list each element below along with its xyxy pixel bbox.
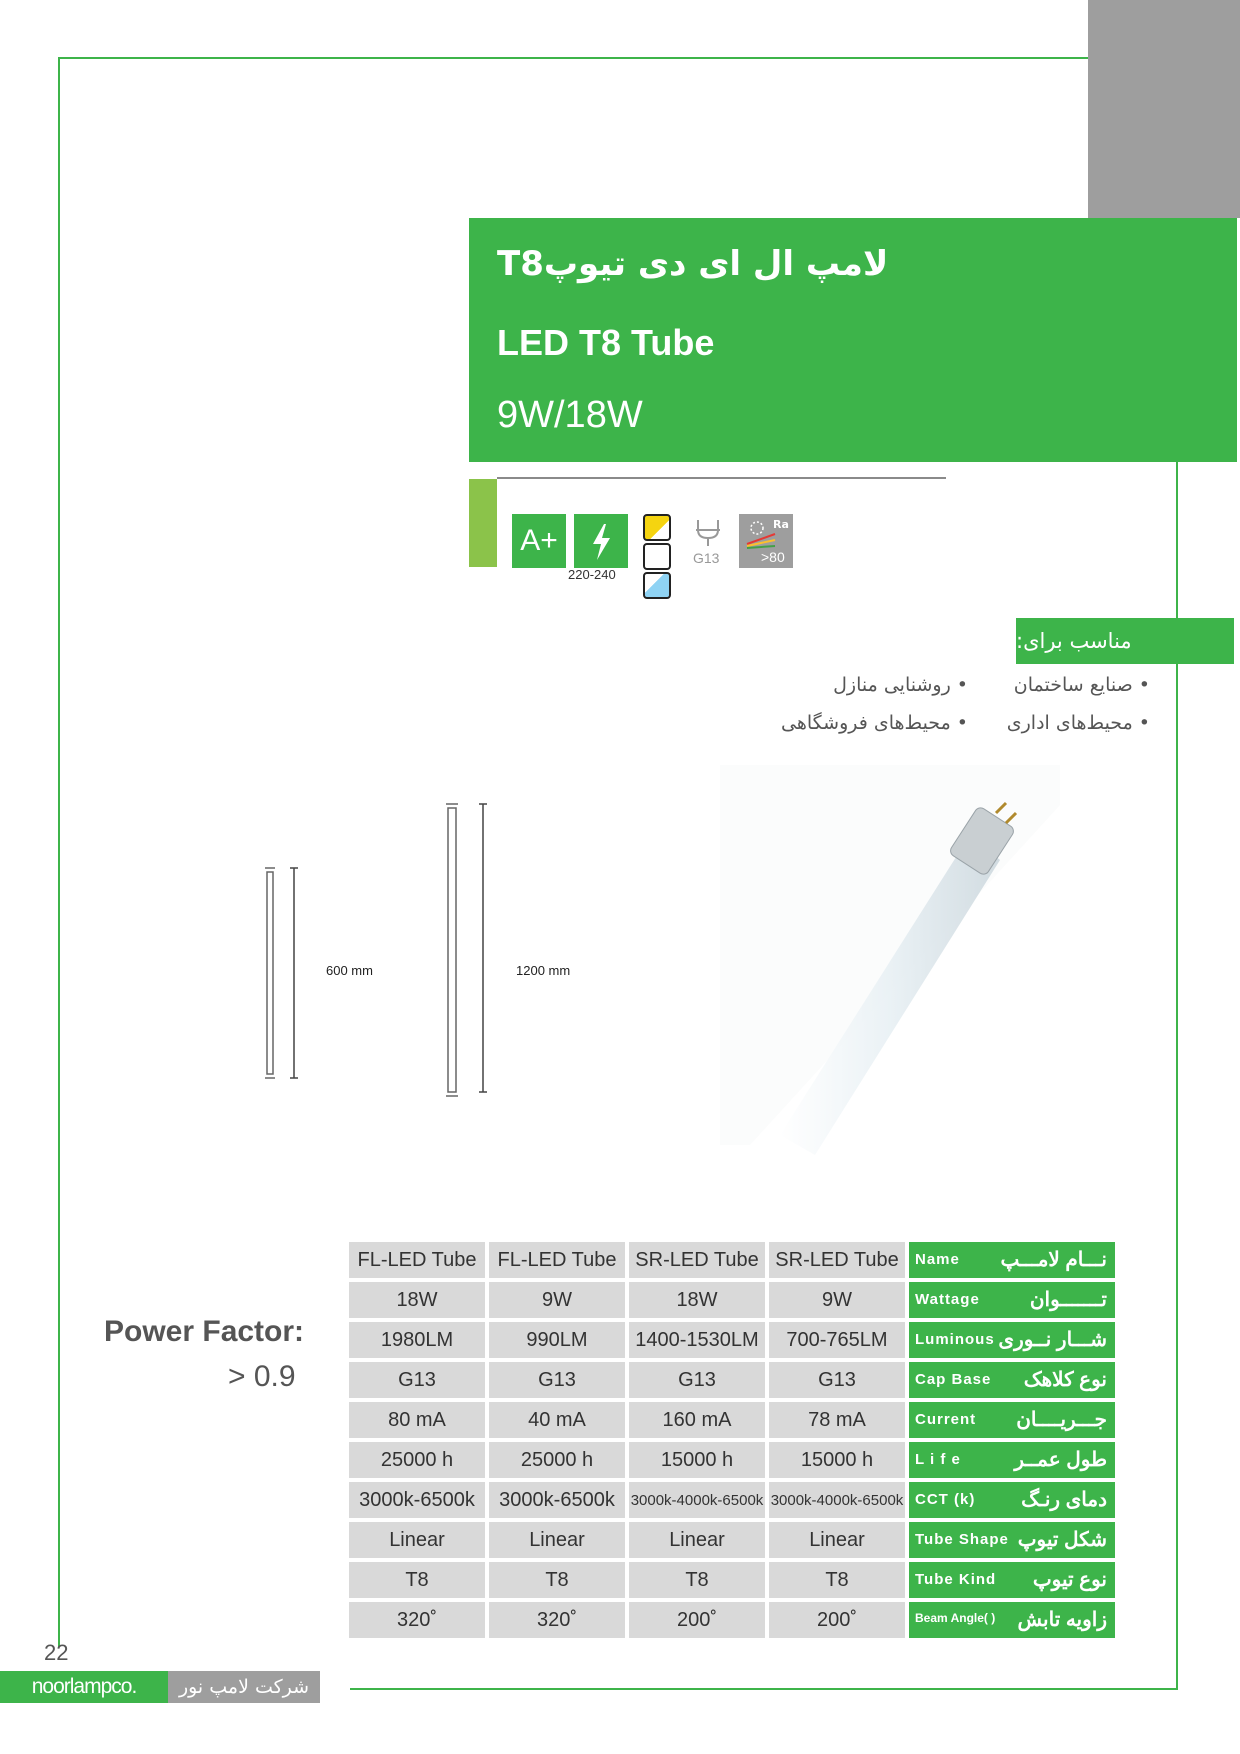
table-cell: 78 mA [769, 1402, 905, 1438]
table-row [349, 1602, 1115, 1638]
frame-left-line [58, 57, 60, 1647]
suitable-item: • محیط‌های فروشگاهی [781, 712, 968, 734]
corner-gray-block [1088, 0, 1240, 218]
icon-accent-bar [469, 479, 497, 567]
product-title-en: LED T8 Tube [497, 322, 715, 363]
table-cell: Linear [769, 1522, 905, 1558]
table-cell: 9W [489, 1282, 625, 1318]
table-row [349, 1282, 1115, 1318]
table-row [349, 1242, 1115, 1278]
dimension-label-1200: 1200 mm [516, 963, 571, 978]
dimension-label-600: 600 mm [326, 963, 373, 978]
table-cell: 3000k-4000k-6500k [769, 1482, 905, 1518]
cap-label: G13 [693, 550, 720, 566]
table-cell: 3000k-4000k-6500k [629, 1482, 765, 1518]
tube-dimension-drawing [255, 800, 575, 1100]
table-cell: 80 mA [349, 1402, 485, 1438]
table-row [349, 1322, 1115, 1358]
table-cell: T8 [489, 1562, 625, 1598]
table-cell: FL-LED Tube [489, 1242, 625, 1278]
table-cell: 15000 h [769, 1442, 905, 1478]
table-cell: G13 [489, 1362, 625, 1398]
suitable-item: • صنایع ساختمان [1013, 674, 1150, 696]
table-row [349, 1362, 1115, 1398]
power-factor-value: > 0.9 [228, 1360, 296, 1393]
g13-base-icon [692, 516, 724, 552]
table-cell: G13 [629, 1362, 765, 1398]
frame-bottom-line [350, 1688, 1178, 1690]
cri-badge: Ra [773, 518, 789, 531]
warm-white-swatch [643, 514, 671, 541]
suitable-for-heading: مناسب برای: [1016, 618, 1234, 664]
cri-value: >80 [761, 549, 785, 565]
table-cell: 160 mA [629, 1402, 765, 1438]
table-cell: 3000k-6500k [489, 1482, 625, 1518]
table-cell: G13 [349, 1362, 485, 1398]
table-cell: Linear [349, 1522, 485, 1558]
table-row [349, 1442, 1115, 1478]
table-cell: FL-LED Tube [349, 1242, 485, 1278]
row-label: Tube Kind نوع تیوپ [909, 1562, 1115, 1598]
table-cell: Linear [629, 1522, 765, 1558]
row-label: Luminous شـــار نــوری [909, 1322, 1115, 1358]
frame-top-line [58, 57, 1088, 59]
neutral-white-swatch [643, 543, 671, 570]
row-label: CCT (k) دمای رنـگ [909, 1482, 1115, 1518]
table-cell: T8 [769, 1562, 905, 1598]
cool-white-swatch [643, 572, 671, 599]
lightning-icon [574, 514, 628, 568]
table-cell: 200˚ [629, 1602, 765, 1638]
table-row [349, 1562, 1115, 1598]
product-title-fa: لامپ ال ای دی تیوپT8 [497, 244, 889, 284]
table-cell: 18W [349, 1282, 485, 1318]
table-cell: 1400-1530LM [629, 1322, 765, 1358]
brand-logo-fa: شرکت لامپ نور [168, 1671, 320, 1703]
table-cell: 25000 h [349, 1442, 485, 1478]
table-row [349, 1402, 1115, 1438]
energy-class-icon: A+ [512, 514, 566, 568]
table-cell: 15000 h [629, 1442, 765, 1478]
table-row [349, 1522, 1115, 1558]
table-cell: SR-LED Tube [629, 1242, 765, 1278]
table-cell: T8 [349, 1562, 485, 1598]
table-cell: 990LM [489, 1322, 625, 1358]
voltage-label: 220-240 [568, 567, 616, 582]
product-title-box [469, 218, 1237, 462]
table-cell: 200˚ [769, 1602, 905, 1638]
row-label: Current جـــریــــان [909, 1402, 1115, 1438]
icon-divider [497, 477, 946, 479]
table-cell: T8 [629, 1562, 765, 1598]
brand-logo-en: noorlampco. [0, 1671, 168, 1703]
table-cell: G13 [769, 1362, 905, 1398]
table-cell: 40 mA [489, 1402, 625, 1438]
row-label: Name نـــام لامـــپ [909, 1242, 1115, 1278]
product-wattage: 9W/18W [497, 394, 643, 436]
row-label: Tube Shape شکل تیوپ [909, 1522, 1115, 1558]
page-number: 22 [44, 1640, 69, 1665]
color-temperature-swatches [643, 514, 671, 599]
suitable-item: • محیط‌های اداری [1006, 712, 1150, 734]
suitable-item: • روشنایی منازل [833, 674, 968, 696]
table-cell: 320˚ [349, 1602, 485, 1638]
row-label: L i f e طول عمــر [909, 1442, 1115, 1478]
table-cell: 18W [629, 1282, 765, 1318]
table-cell: 320˚ [489, 1602, 625, 1638]
row-label: Wattage تـــــــوان [909, 1282, 1115, 1318]
table-row [349, 1482, 1115, 1518]
row-label: Beam Angle( ) زاویه تابش [909, 1602, 1115, 1638]
table-cell: 700-765LM [769, 1322, 905, 1358]
row-label: Cap Base نوع کلاهک [909, 1362, 1115, 1398]
table-cell: 3000k-6500k [349, 1482, 485, 1518]
power-factor-label: Power Factor: [104, 1315, 305, 1348]
table-cell: 1980LM [349, 1322, 485, 1358]
table-cell: 9W [769, 1282, 905, 1318]
cri-icon [739, 514, 793, 568]
table-cell: 25000 h [489, 1442, 625, 1478]
led-tube-photo [720, 765, 1060, 1155]
table-cell: Linear [489, 1522, 625, 1558]
table-cell: SR-LED Tube [769, 1242, 905, 1278]
spec-table [345, 1238, 1119, 1642]
